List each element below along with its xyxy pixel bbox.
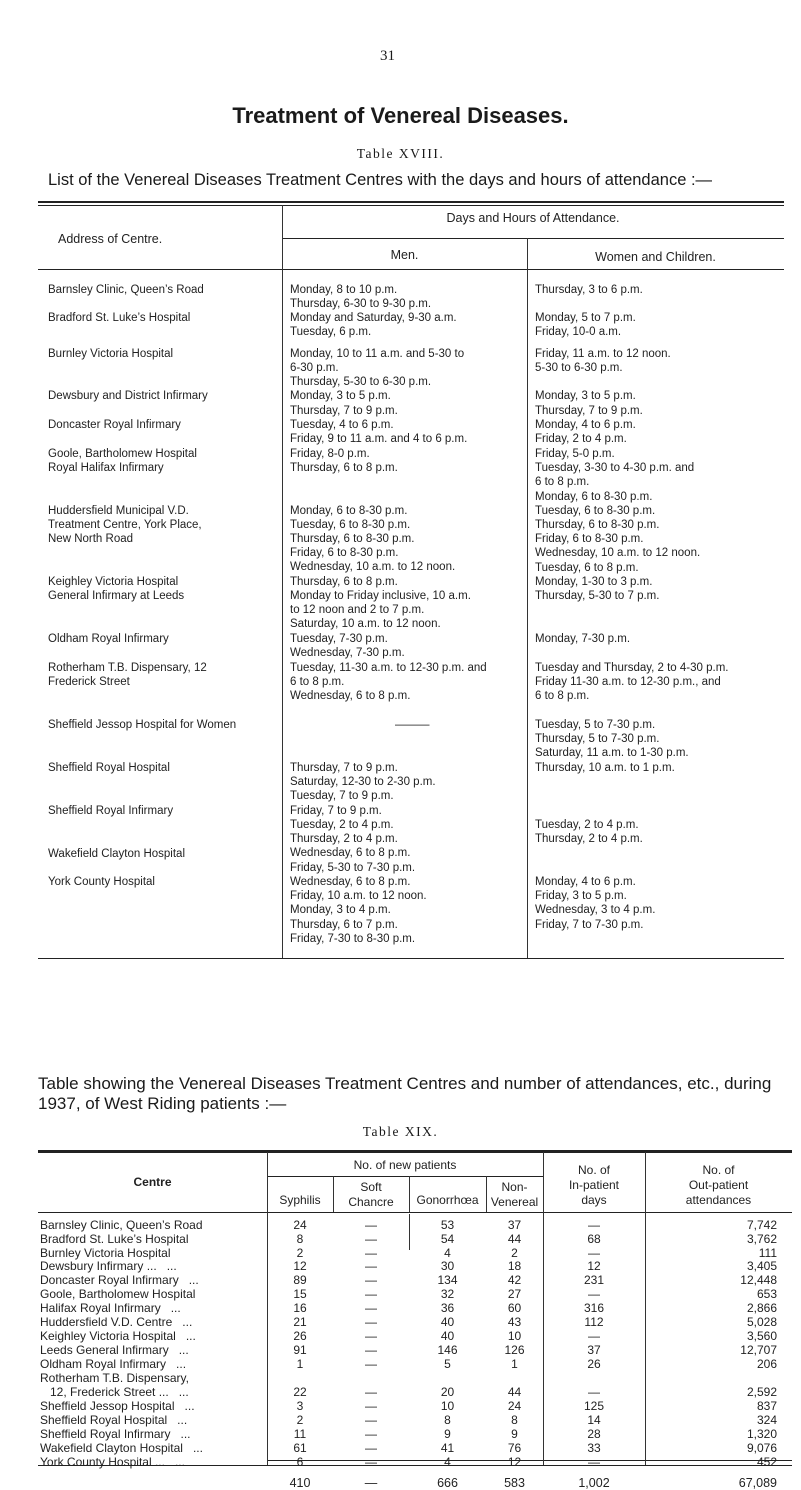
address-line: Sheffield Jessop Hospital for Women	[48, 719, 237, 731]
table-18-col-divider-1	[282, 205, 283, 958]
table-row-non-venereal: 18	[507, 1259, 522, 1274]
table-row-syphilis: 22	[293, 1385, 307, 1400]
table-row-outpatient: 111	[758, 1245, 777, 1260]
table-18-bottom-rule	[38, 958, 784, 959]
women-hours-line: Wednesday, 10 a.m. to 12 noon.	[535, 547, 701, 559]
table-row-soft-chancre: —	[365, 1301, 377, 1316]
men-hours-line: Tuesday, 6 p.m.	[290, 326, 372, 338]
header-non-venereal-1: Non-	[501, 1180, 528, 1195]
header-soft-chancre-2: Chancre	[348, 1195, 394, 1210]
table-row-non-venereal: 9	[511, 1427, 518, 1442]
men-hours-line: Thursday, 6 to 7 p.m.	[290, 919, 398, 931]
table-18-label: Table XVIII.	[356, 146, 445, 161]
table-row-inpatient: —	[588, 1455, 600, 1470]
outpatient-column	[645, 1218, 777, 1469]
inpatient-column	[543, 1218, 645, 1469]
women-hours-line: Friday 11-30 a.m. to 12-30 p.m., and	[535, 676, 721, 688]
table-row-inpatient: 112	[584, 1315, 604, 1330]
page-number: 31	[380, 48, 395, 64]
table-row-gonorrhoea: 10	[440, 1399, 455, 1414]
table-19-top-rule	[38, 1150, 792, 1152]
men-hours-line: Tuesday, 7-30 p.m.	[290, 633, 388, 645]
men-hours-line: Wednesday, 6 to 8 p.m.	[290, 690, 411, 702]
men-hours-line: 6-30 p.m.	[290, 362, 339, 374]
men-hours-line: Friday, 7 to 9 p.m.	[290, 805, 382, 817]
total-gonorrhoea: 666	[437, 1476, 458, 1490]
men-hours-line: Monday, 3 to 5 p.m.	[290, 390, 391, 402]
centre-column	[40, 1218, 265, 1469]
table-row-gonorrhoea: 30	[440, 1259, 455, 1274]
address-line: Sheffield Royal Infirmary	[48, 805, 174, 817]
table-row-soft-chancre	[333, 1371, 409, 1385]
women-hours-line: Monday, 5 to 7 p.m.	[535, 312, 636, 324]
table-row-non-venereal: 12	[507, 1455, 522, 1470]
table-row-centre: Leeds General Infirmary ...	[40, 1343, 189, 1358]
men-hours-line: Wednesday, 6 to 8 p.m.	[290, 876, 411, 888]
table-row-outpatient: 452	[756, 1455, 777, 1470]
table-row-non-venereal: 10	[507, 1329, 522, 1344]
table-row-syphilis	[267, 1371, 333, 1385]
table-row-centre: Sheffield Royal Infirmary ...	[40, 1427, 191, 1442]
table-row-centre: Doncaster Royal Infirmary ...	[40, 1273, 199, 1288]
table-row-inpatient: 12	[587, 1259, 601, 1274]
men-hours-line: Friday, 10 a.m. to 12 noon.	[290, 890, 427, 902]
table-row-gonorrhoea: 146	[437, 1343, 458, 1358]
table-row-gonorrhoea: 134	[437, 1273, 458, 1288]
table-row-non-venereal: 44	[507, 1385, 522, 1400]
header-soft-chancre	[333, 1180, 409, 1210]
women-hours-line: Monday, 7-30 p.m.	[535, 633, 631, 645]
table-row-gonorrhoea: 36	[440, 1301, 455, 1316]
table-row-outpatient: 2,592	[746, 1385, 777, 1400]
table-19-description-line-2: 1937, of West Riding patients :—	[38, 1094, 287, 1113]
table-row-gonorrhoea: 9	[444, 1427, 451, 1442]
table-row-centre: Keighley Victoria Hospital ...	[40, 1329, 196, 1344]
table-row-soft-chancre: —	[365, 1329, 377, 1344]
header-non-venereal-2: Venereal	[490, 1195, 539, 1210]
syphilis-column	[267, 1218, 333, 1469]
table-row-outpatient: 12,707	[740, 1343, 777, 1358]
table-row-non-venereal: 42	[507, 1273, 522, 1288]
women-hours-line: Tuesday, 6 to 8 p.m.	[535, 562, 639, 574]
table-row-gonorrhoea: 40	[440, 1329, 455, 1344]
table-row-centre: Sheffield Royal Hospital ...	[40, 1413, 188, 1428]
table-row-outpatient: 2,866	[746, 1301, 777, 1316]
table-row-soft-chancre: —	[365, 1413, 377, 1428]
women-hours-line: Thursday, 2 to 4 p.m.	[535, 833, 643, 845]
women-hours-line: Friday, 5-0 p.m.	[535, 448, 615, 460]
table-row-gonorrhoea: 53	[440, 1217, 455, 1232]
table-row-non-venereal: 8	[511, 1413, 518, 1428]
table-row-centre: Wakefield Clayton Hospital ...	[40, 1441, 203, 1456]
address-line: New North Road	[48, 533, 134, 545]
table-row-syphilis: 24	[293, 1217, 307, 1232]
table-row-centre: Oldham Royal Infirmary ...	[40, 1357, 187, 1372]
women-hours-line: Thursday, 3 to 6 p.m.	[535, 284, 643, 296]
table-18-top-rule	[38, 201, 784, 203]
table-row-centre: Rotherham T.B. Dispensary,	[40, 1371, 189, 1386]
header-outpatient	[645, 1163, 792, 1208]
women-hours-line: Monday, 3 to 5 p.m.	[535, 390, 636, 402]
men-hours-line: Friday, 8-0 p.m.	[290, 448, 370, 460]
women-hours-line: Thursday, 6 to 8-30 p.m.	[535, 519, 660, 531]
table-row-gonorrhoea: 4	[444, 1245, 451, 1260]
men-hours-line: Monday, 6 to 8-30 p.m.	[290, 505, 408, 517]
table-row-syphilis: 11	[293, 1427, 307, 1442]
men-hours-line: to 12 noon and 2 to 7 p.m.	[290, 604, 425, 616]
women-hours-line: Tuesday, 6 to 8-30 p.m.	[535, 505, 656, 517]
table-row-soft-chancre: —	[365, 1385, 377, 1400]
table-row-non-venereal: 27	[507, 1287, 522, 1302]
table-row-centre: Bradford St. Luke’s Hospital	[40, 1231, 189, 1246]
table-row-syphilis: 91	[293, 1343, 307, 1358]
women-hours-line: Thursday, 10 a.m. to 1 p.m.	[535, 762, 675, 774]
address-line: Keighley Victoria Hospital	[48, 576, 179, 588]
table-19-header-rule	[38, 1212, 792, 1213]
page-title: Treatment of Venereal Diseases.	[232, 103, 569, 128]
table-row-syphilis: 3	[296, 1399, 304, 1414]
header-soft-chancre-1: Soft	[360, 1180, 382, 1195]
table-row-syphilis: 16	[293, 1301, 307, 1316]
table-19-description-line-1: Table showing the Venereal Diseases Treatment Centres and number of attendances, etc., during	[38, 1074, 772, 1093]
men-hours-line: Tuesday, 7 to 9 p.m.	[290, 790, 394, 802]
men-hours-line: Tuesday, 11-30 a.m. to 12-30 p.m. and	[290, 662, 487, 674]
women-hours-line: Wednesday, 3 to 4 p.m.	[535, 904, 656, 916]
table-18-intro: List of the Venereal Diseases Treatment Centres with the days and hours of attendance :—	[48, 171, 713, 189]
men-hours-line: Tuesday, 6 to 8-30 p.m.	[290, 519, 411, 531]
men-hours-line: Saturday, 10 a.m. to 12 noon.	[290, 618, 441, 630]
total-non-venereal: 583	[504, 1476, 525, 1490]
table-row-syphilis: 1	[296, 1357, 304, 1372]
header-gonorrhoea: Gonorrhœa	[416, 1193, 479, 1208]
table-row-gonorrhoea	[409, 1371, 486, 1385]
women-hours-line: Monday, 4 to 6 p.m.	[535, 419, 636, 431]
women-hours-line: Friday, 3 to 5 p.m.	[535, 890, 627, 902]
women-hours-line: Tuesday, 3-30 to 4-30 p.m. and	[535, 462, 695, 474]
table-row-syphilis: 26	[293, 1329, 307, 1344]
women-hours-line: 6 to 8 p.m.	[535, 476, 590, 488]
table-row-gonorrhoea: 32	[440, 1287, 455, 1302]
table-18-subheader-rule	[282, 238, 784, 239]
men-hours-line: Tuesday, 2 to 4 p.m.	[290, 819, 394, 831]
address-line: York County Hospital	[48, 876, 155, 888]
women-hours-line: Monday, 6 to 8-30 p.m.	[535, 491, 653, 503]
non-venereal-column	[486, 1218, 543, 1469]
table-row-gonorrhoea: 5	[444, 1357, 451, 1372]
men-hours-line: Friday, 9 to 11 a.m. and 4 to 6 p.m.	[290, 433, 468, 445]
men-hours-line: Monday and Saturday, 9-30 a.m.	[290, 312, 457, 324]
table-row-non-venereal: 60	[507, 1301, 522, 1316]
table-row-soft-chancre: —	[365, 1427, 377, 1442]
table-row-inpatient: 26	[587, 1357, 601, 1372]
table-row-non-venereal: 2	[511, 1245, 518, 1260]
men-hours-line: Saturday, 12-30 to 2-30 p.m.	[290, 776, 436, 788]
table-row-outpatient: 3,405	[746, 1259, 777, 1274]
table-row-outpatient: 206	[756, 1357, 777, 1372]
table-row-outpatient: 3,762	[746, 1231, 777, 1246]
table-row-centre: Huddersfield V.D. Centre ...	[40, 1315, 193, 1330]
header-outpatient-1: No. of	[702, 1163, 735, 1178]
header-women: Women and Children.	[595, 250, 716, 264]
men-hours-line: Thursday, 7 to 9 p.m.	[290, 405, 398, 417]
address-line: Wakefield Clayton Hospital	[48, 848, 185, 860]
table-row-syphilis: 8	[296, 1231, 304, 1246]
address-line: Oldham Royal Infirmary	[48, 633, 169, 645]
men-hours-line: Thursday, 5-30 to 6-30 p.m.	[290, 376, 432, 388]
address-line: Huddersfield Municipal V.D.	[48, 505, 189, 517]
header-non-venereal	[486, 1180, 543, 1210]
table-row-outpatient	[645, 1371, 777, 1385]
address-line: Frederick Street	[48, 676, 130, 688]
table-row-centre: Dewsbury Infirmary ... ...	[40, 1259, 177, 1274]
men-hours-line: Wednesday, 6 to 8 p.m.	[290, 847, 411, 859]
women-hours-line: Friday, 7 to 7-30 p.m.	[535, 919, 644, 931]
table-row-non-venereal: 126	[504, 1343, 525, 1358]
address-line: Goole, Bartholomew Hospital	[48, 448, 197, 460]
table-row-outpatient: 5,028	[746, 1315, 777, 1330]
total-soft-chancre: —	[364, 1476, 378, 1490]
table-row-inpatient: 125	[583, 1399, 605, 1414]
table-row-non-venereal: 24	[507, 1399, 522, 1414]
total-outpatient: 67,089	[738, 1476, 777, 1490]
table-row-soft-chancre: —	[365, 1399, 377, 1414]
total-inpatient: 1,002	[578, 1476, 610, 1490]
men-hours-line: Wednesday, 7-30 p.m.	[290, 647, 405, 659]
women-hours-line: 5-30 to 6-30 p.m.	[535, 362, 623, 374]
table-row-soft-chancre: —	[365, 1357, 377, 1372]
women-hours-line: Monday, 1-30 to 3 p.m.	[535, 576, 653, 588]
table-row-centre: Goole, Bartholomew Hospital	[40, 1287, 196, 1302]
header-inpatient-3: days	[581, 1193, 607, 1208]
address-line: General Infirmary at Leeds	[48, 590, 185, 602]
header-new-patients: No. of new patients	[353, 1157, 457, 1172]
table-row-outpatient: 3,560	[746, 1329, 777, 1344]
soft-chancre-column	[333, 1218, 409, 1469]
table-row-gonorrhoea: 20	[440, 1385, 455, 1400]
header-centre: Centre	[133, 1175, 172, 1190]
women-hours-line: Friday, 10-0 a.m.	[535, 326, 622, 338]
table-row-syphilis: 15	[293, 1287, 307, 1302]
table-row-outpatient: 1,320	[746, 1427, 777, 1442]
women-hours-line: Tuesday, 5 to 7-30 p.m.	[535, 719, 656, 731]
women-hours-line: Saturday, 11 a.m. to 1-30 p.m.	[535, 747, 689, 759]
table-row-inpatient: 316	[583, 1301, 605, 1316]
table-row-syphilis: 21	[293, 1315, 307, 1330]
men-hours-line: Monday, 3 to 4 p.m.	[290, 904, 391, 916]
address-line: Bradford St. Luke’s Hospital	[48, 312, 191, 324]
table-19-description	[38, 1074, 771, 1114]
table-row-outpatient: 653	[756, 1287, 777, 1302]
header-outpatient-3: attendances	[685, 1193, 752, 1208]
men-hours-line: Friday, 7-30 to 8-30 p.m.	[290, 933, 416, 945]
header-inpatient	[543, 1163, 645, 1208]
men-hours-line: Wednesday, 10 a.m. to 12 noon.	[290, 561, 456, 573]
women-hours-line: Tuesday and Thursday, 2 to 4-30 p.m.	[535, 662, 729, 674]
table-row-soft-chancre: —	[365, 1231, 377, 1246]
women-hours-line: 6 to 8 p.m.	[535, 690, 590, 702]
men-hours-line: 6 to 8 p.m.	[290, 676, 345, 688]
table-18-col-divider-2	[527, 238, 528, 958]
table-row-centre: Burnley Victoria Hospital	[40, 1245, 171, 1260]
men-hours-line: Thursday, 6 to 8 p.m.	[290, 576, 398, 588]
women-hours-line: Thursday, 5 to 7-30 p.m.	[535, 733, 660, 745]
table-row-soft-chancre: —	[365, 1441, 377, 1456]
header-address: Address of Centre.	[58, 232, 163, 246]
men-hours-line: Monday, 10 to 11 a.m. and 5-30 to	[290, 348, 465, 360]
women-hours-line: Thursday, 7 to 9 p.m.	[535, 405, 643, 417]
table-row-gonorrhoea: 54	[440, 1231, 455, 1246]
table-18-top-rule-thin	[38, 205, 784, 206]
table-row-non-venereal: 37	[507, 1217, 522, 1232]
table-row-syphilis: 2	[296, 1245, 304, 1260]
table-row-gonorrhoea: 4	[444, 1455, 451, 1470]
women-hours-line: Friday, 2 to 4 p.m.	[535, 433, 627, 445]
header-men: Men.	[390, 248, 419, 262]
address-line: Dewsbury and District Infirmary	[48, 390, 208, 402]
men-hours-line: Friday, 6 to 8-30 p.m.	[290, 547, 399, 559]
table-row-soft-chancre: —	[365, 1287, 377, 1302]
table-row-centre: Barnsley Clinic, Queen’s Road	[40, 1217, 203, 1232]
address-line: Royal Halifax Infirmary	[48, 462, 164, 474]
table-row-soft-chancre: —	[365, 1217, 377, 1232]
table-row-non-venereal: 44	[507, 1231, 522, 1246]
women-hours-line: Friday, 11 a.m. to 12 noon.	[535, 348, 671, 360]
women-hours-line: Monday, 4 to 6 p.m.	[535, 876, 636, 888]
table-row-inpatient: —	[588, 1245, 600, 1260]
table-row-inpatient: —	[588, 1385, 600, 1400]
table-row-inpatient	[543, 1371, 645, 1385]
header-syphilis: Syphilis	[279, 1193, 321, 1208]
table-row-inpatient: 37	[587, 1343, 601, 1358]
header-inpatient-1: No. of	[577, 1163, 610, 1178]
men-hours-line: Monday, 8 to 10 p.m.	[290, 284, 398, 296]
table-row-gonorrhoea: 40	[440, 1315, 455, 1330]
table-row-outpatient: 837	[756, 1399, 777, 1414]
table-row-gonorrhoea: 41	[440, 1441, 455, 1456]
men-hours-line: Thursday, 7 to 9 p.m.	[290, 762, 398, 774]
men-hours-line: Thursday, 6-30 to 9-30 p.m.	[290, 298, 432, 310]
header-outpatient-2: Out-patient	[688, 1178, 749, 1193]
table-row-inpatient: 28	[587, 1427, 601, 1442]
table-row-non-venereal: 1	[511, 1357, 518, 1372]
gonorrhoea-column	[409, 1218, 486, 1469]
men-hours-line: ———	[395, 719, 430, 731]
address-line: Barnsley Clinic, Queen’s Road	[48, 284, 204, 296]
address-line: Burnley Victoria Hospital	[48, 348, 174, 360]
table-row-syphilis: 61	[293, 1441, 307, 1456]
table-19-label: Table XIX.	[362, 1124, 439, 1139]
table-row-outpatient: 7,742	[746, 1217, 777, 1232]
table-19-subheader-rule	[267, 1176, 543, 1177]
table-row-soft-chancre: —	[365, 1315, 377, 1330]
table-row-syphilis: 89	[293, 1273, 307, 1288]
address-line: Treatment Centre, York Place,	[48, 519, 202, 531]
table-row-soft-chancre: —	[365, 1259, 377, 1274]
table-row-soft-chancre: —	[365, 1455, 377, 1470]
table-row-inpatient: 231	[583, 1273, 605, 1288]
table-row-soft-chancre: —	[365, 1343, 377, 1358]
table-row-inpatient: 33	[587, 1441, 601, 1456]
men-hours-line: Friday, 5-30 to 7-30 p.m.	[290, 862, 416, 874]
table-row-syphilis: 12	[293, 1259, 307, 1274]
table-row-non-venereal	[486, 1371, 543, 1385]
table-row-outpatient: 9,076	[746, 1441, 777, 1456]
table-row-soft-chancre: —	[365, 1273, 377, 1288]
address-line: Rotherham T.B. Dispensary, 12	[48, 662, 207, 674]
table-row-syphilis: 2	[296, 1413, 304, 1428]
men-hours-line: Thursday, 2 to 4 p.m.	[290, 833, 398, 845]
men-hours-line: Monday to Friday inclusive, 10 a.m.	[290, 590, 471, 602]
table-row-inpatient: —	[588, 1287, 600, 1302]
table-row-outpatient: 12,448	[740, 1273, 777, 1288]
women-hours-line: Friday, 6 to 8-30 p.m.	[535, 533, 644, 545]
women-hours-line: Thursday, 5-30 to 7 p.m.	[535, 590, 660, 602]
table-row-outpatient: 324	[756, 1413, 777, 1428]
table-18-header-rule	[38, 269, 784, 270]
address-line: Doncaster Royal Infirmary	[48, 419, 181, 431]
women-hours-line: Tuesday, 2 to 4 p.m.	[535, 819, 639, 831]
table-row-non-venereal: 76	[507, 1441, 522, 1456]
table-row-centre: Halifax Royal Infirmary ...	[40, 1301, 181, 1316]
men-hours-line: Tuesday, 4 to 6 p.m.	[290, 419, 394, 431]
table-row-inpatient: —	[588, 1217, 600, 1232]
table-row-soft-chancre: —	[365, 1245, 377, 1260]
header-inpatient-2: In-patient	[568, 1178, 620, 1193]
table-row-centre: York County Hospital ... ...	[40, 1455, 185, 1470]
address-line: Sheffield Royal Hospital	[48, 762, 170, 774]
table-row-non-venereal: 43	[507, 1315, 522, 1330]
men-hours-line: Thursday, 6 to 8-30 p.m.	[290, 533, 415, 545]
table-row-inpatient: 68	[587, 1231, 601, 1246]
table-row-centre: 12, Frederick Street ... ...	[40, 1385, 189, 1400]
table-row-inpatient: —	[588, 1329, 600, 1344]
table-row-centre: Sheffield Jessop Hospital ...	[40, 1399, 195, 1414]
total-syphilis: 410	[289, 1476, 311, 1490]
table-row-syphilis: 6	[296, 1455, 304, 1470]
table-row-gonorrhoea: 8	[444, 1413, 451, 1428]
table-19-top-rule-thin	[38, 1152, 792, 1153]
header-days-hours: Days and Hours of Attendance.	[446, 211, 620, 225]
men-hours-line: Thursday, 6 to 8 p.m.	[290, 462, 398, 474]
table-row-inpatient: 14	[587, 1413, 601, 1428]
